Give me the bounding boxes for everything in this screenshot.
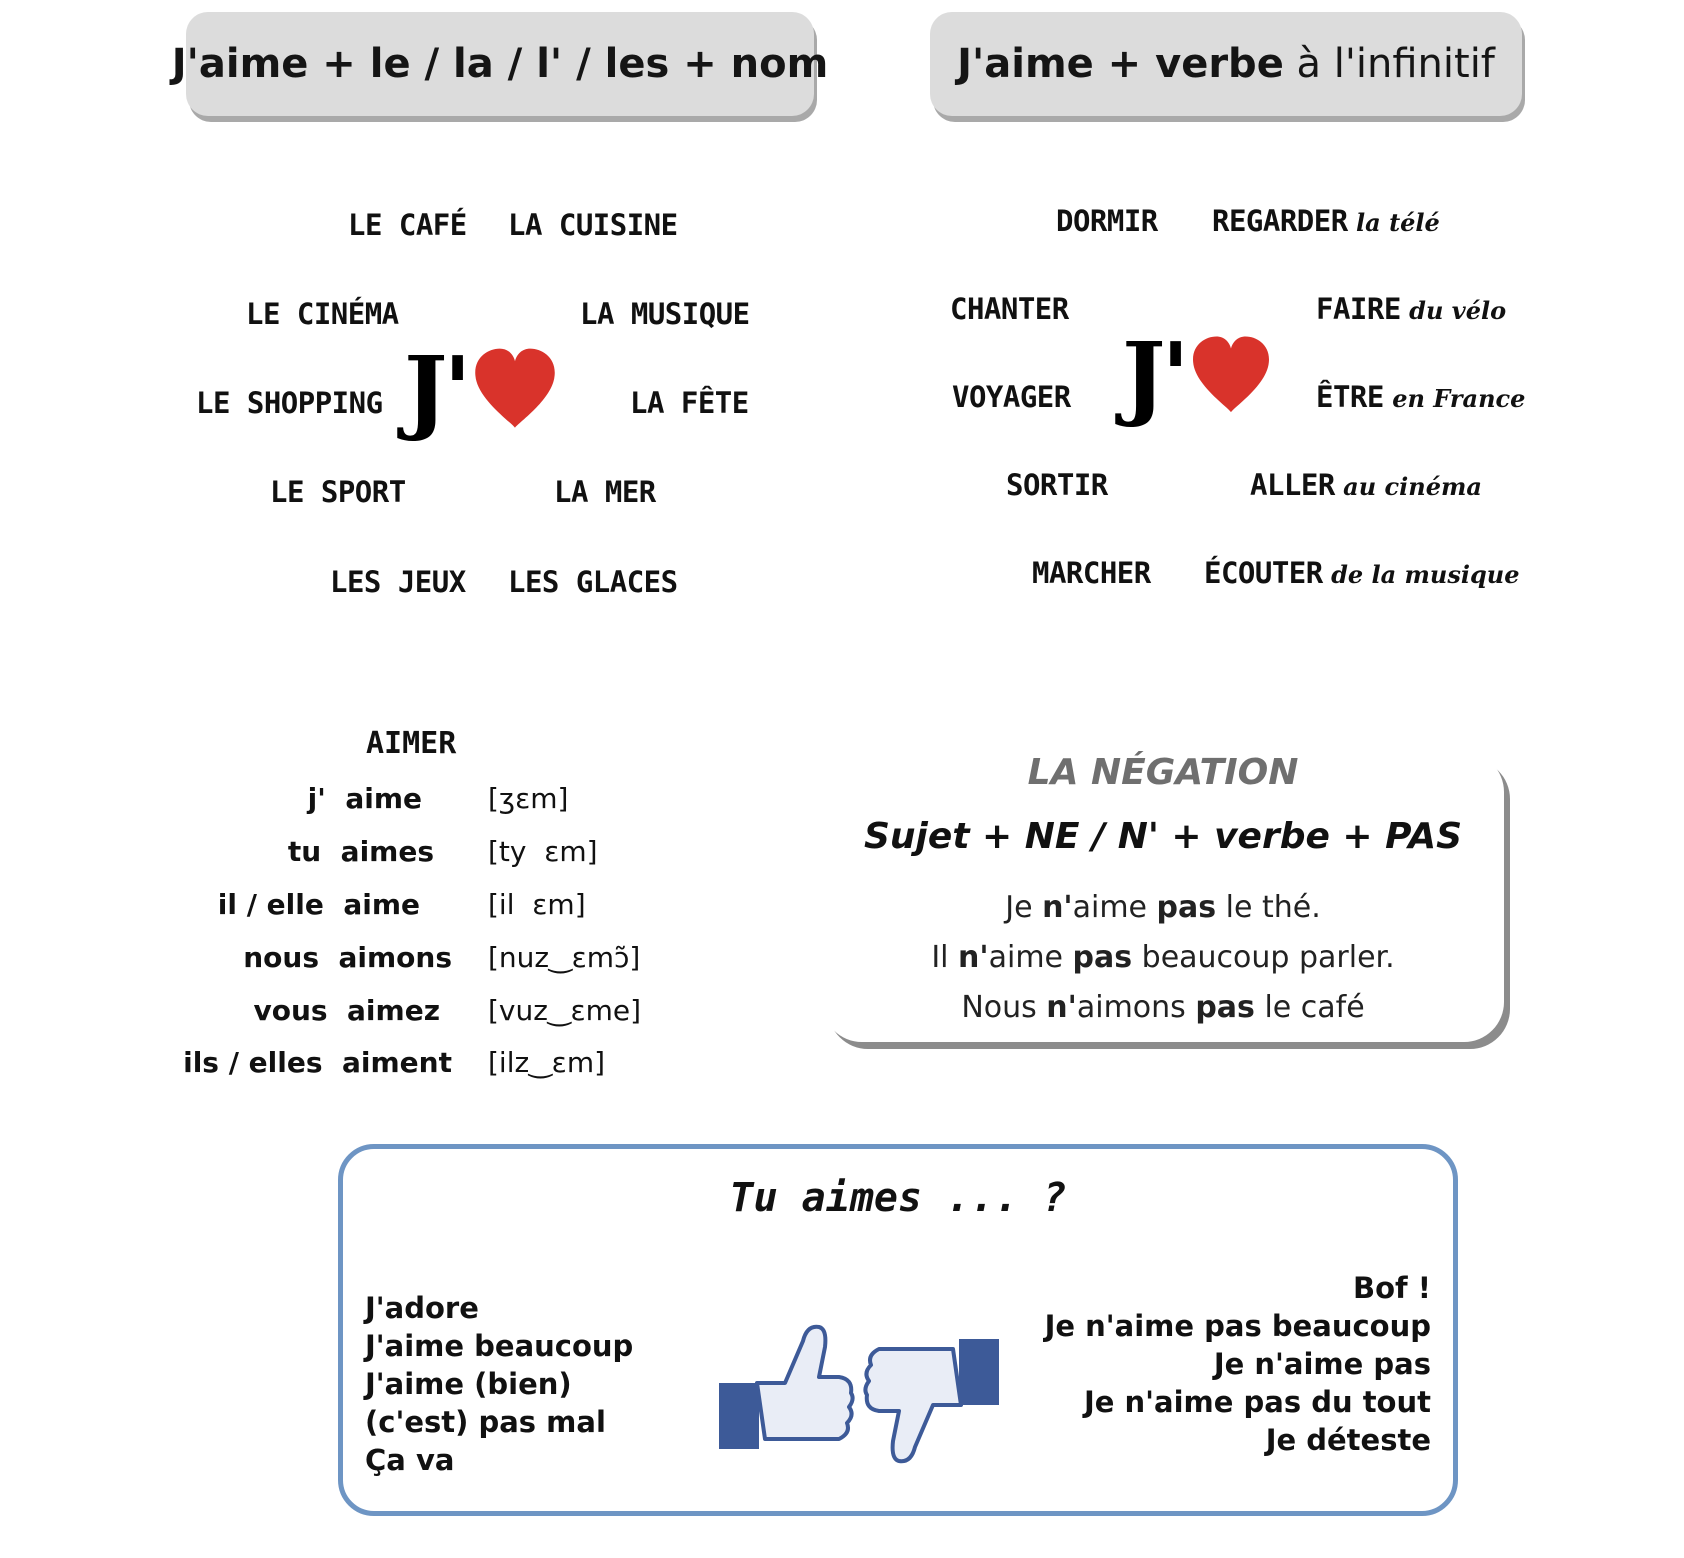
header-noun-rule-text: J'aime + le / la / l' / les + nom — [171, 41, 829, 87]
word-la-fete: LA FÊTE — [630, 386, 749, 420]
negative-item: Bof ! — [1353, 1271, 1431, 1305]
word-la-musique: LA MUSIQUE — [580, 297, 750, 331]
word-etre — [1316, 380, 1525, 414]
word-ecouter-rest: de la musique — [1322, 560, 1520, 589]
word-aller-verb: ALLER — [1250, 468, 1335, 502]
j-letter-right: J' — [1122, 322, 1186, 430]
negation-example — [822, 940, 1504, 975]
word-le-shopping: LE SHOPPING — [196, 386, 383, 420]
positive-item: J'aime beaucoup — [365, 1329, 634, 1363]
conjugation-ipa: [nuz‿ɛmɔ̃] — [488, 941, 641, 974]
word-les-glaces: LES GLACES — [508, 565, 678, 599]
thumbs-down-icon — [865, 1339, 999, 1461]
word-le-sport: LE SPORT — [270, 475, 406, 509]
word-regarder-verb: REGARDER — [1212, 204, 1348, 238]
word-le-cafe: LE CAFÉ — [348, 208, 467, 242]
word-marcher — [1032, 556, 1151, 590]
ex-ne: n' — [1042, 890, 1073, 925]
header-verb-rule-prefix: J'aime + — [957, 41, 1156, 87]
conjugation-form: tu aimes — [287, 835, 434, 868]
positive-item: Ça va — [365, 1443, 455, 1477]
word-la-mer: LA MER — [554, 475, 656, 509]
ex-part: Je — [1005, 890, 1043, 925]
word-faire-rest: du vélo — [1400, 296, 1507, 325]
word-sortir — [1006, 468, 1108, 502]
negation-example — [822, 990, 1504, 1025]
word-regarder-rest: la télé — [1347, 208, 1440, 237]
word-etre-verb: ÊTRE — [1316, 380, 1384, 414]
conjugation-ipa: [il ɛm] — [488, 888, 586, 921]
ex-part: le thé. — [1216, 890, 1321, 925]
word-marcher-verb: MARCHER — [1032, 556, 1151, 590]
word-faire — [1316, 292, 1506, 326]
word-dormir — [1056, 204, 1158, 238]
positive-item: J'adore — [365, 1291, 479, 1325]
word-le-cinema: LE CINÉMA — [246, 297, 399, 331]
ex-ne: n' — [1046, 990, 1077, 1025]
header-noun-rule — [171, 12, 829, 116]
conjugation-ipa: [ilz‿ɛm] — [488, 1046, 606, 1079]
ex-part: Il — [931, 940, 959, 975]
word-la-cuisine: LA CUISINE — [508, 208, 678, 242]
j-letter-left: J' — [404, 336, 468, 444]
heart-icon — [470, 344, 560, 436]
negation-example — [822, 890, 1504, 925]
word-sortir-verb: SORTIR — [1006, 468, 1108, 502]
negative-item: Je n'aime pas du tout — [1083, 1385, 1431, 1419]
ex-part: beaucoup parler. — [1132, 940, 1395, 975]
ex-pas: pas — [1195, 990, 1255, 1025]
header-verb-rule-verb: verbe — [1155, 41, 1284, 87]
word-ecouter — [1204, 556, 1519, 590]
conjugation-ipa: [vuz‿ɛme] — [488, 994, 642, 1027]
positive-list — [365, 1289, 633, 1479]
conjugation-ipa: [ty ɛm] — [488, 835, 598, 868]
ex-ne: n' — [958, 940, 989, 975]
word-aller-rest: au cinéma — [1334, 472, 1482, 501]
header-verb-rule — [930, 12, 1522, 116]
conjugation-form: j' aime — [307, 782, 422, 815]
positive-item: J'aime (bien) — [365, 1367, 572, 1401]
word-regarder — [1212, 204, 1440, 238]
j-heart-left — [404, 336, 560, 444]
word-voyager-verb: VOYAGER — [952, 380, 1071, 414]
tu-aimes-title: Tu aimes ... ? — [729, 1175, 1067, 1221]
ex-part: aimons — [1076, 990, 1196, 1025]
word-les-jeux: LES JEUX — [330, 565, 466, 599]
conjugation-form: ils / elles aiment — [183, 1046, 452, 1079]
negation-title: LA NÉGATION — [1027, 752, 1299, 793]
conjugation-form: nous aimons — [243, 941, 452, 974]
ex-part: aime — [1072, 890, 1157, 925]
ex-part: le café — [1254, 990, 1365, 1025]
word-ecouter-verb: ÉCOUTER — [1204, 556, 1323, 590]
negation-formula: Sujet + NE / N' + verbe + PAS — [864, 816, 1462, 857]
negative-item: Je n'aime pas beaucoup — [1044, 1309, 1431, 1343]
thumbs-graphic — [715, 1319, 1005, 1469]
negative-item: Je déteste — [1265, 1423, 1431, 1457]
word-voyager — [952, 380, 1071, 414]
j-heart-right — [1122, 322, 1274, 430]
conjugation-ipa: [ʒɛm] — [488, 782, 569, 815]
word-aller — [1250, 468, 1482, 502]
thumbs-up-icon — [719, 1327, 853, 1449]
tu-aimes-box — [338, 1144, 1458, 1516]
negation-card — [822, 752, 1504, 1042]
ex-part: aime — [988, 940, 1073, 975]
ex-pas: pas — [1072, 940, 1133, 975]
ex-part: Nous — [961, 990, 1047, 1025]
conjugation-form: vous aimez — [253, 994, 440, 1027]
negative-list — [1045, 1269, 1431, 1459]
word-etre-rest: en France — [1383, 384, 1526, 413]
word-faire-verb: FAIRE — [1316, 292, 1401, 326]
header-verb-rule-suffix: à l'infinitif — [1283, 41, 1495, 87]
heart-icon — [1188, 331, 1274, 421]
positive-item: (c'est) pas mal — [365, 1405, 606, 1439]
ex-pas: pas — [1156, 890, 1217, 925]
negative-item: Je n'aime pas — [1213, 1347, 1431, 1381]
word-chanter — [950, 292, 1069, 326]
word-dormir-verb: DORMIR — [1056, 204, 1158, 238]
conjugation-title: AIMER — [366, 726, 457, 761]
word-chanter-verb: CHANTER — [950, 292, 1069, 326]
conjugation-form: il / elle aime — [217, 888, 420, 921]
